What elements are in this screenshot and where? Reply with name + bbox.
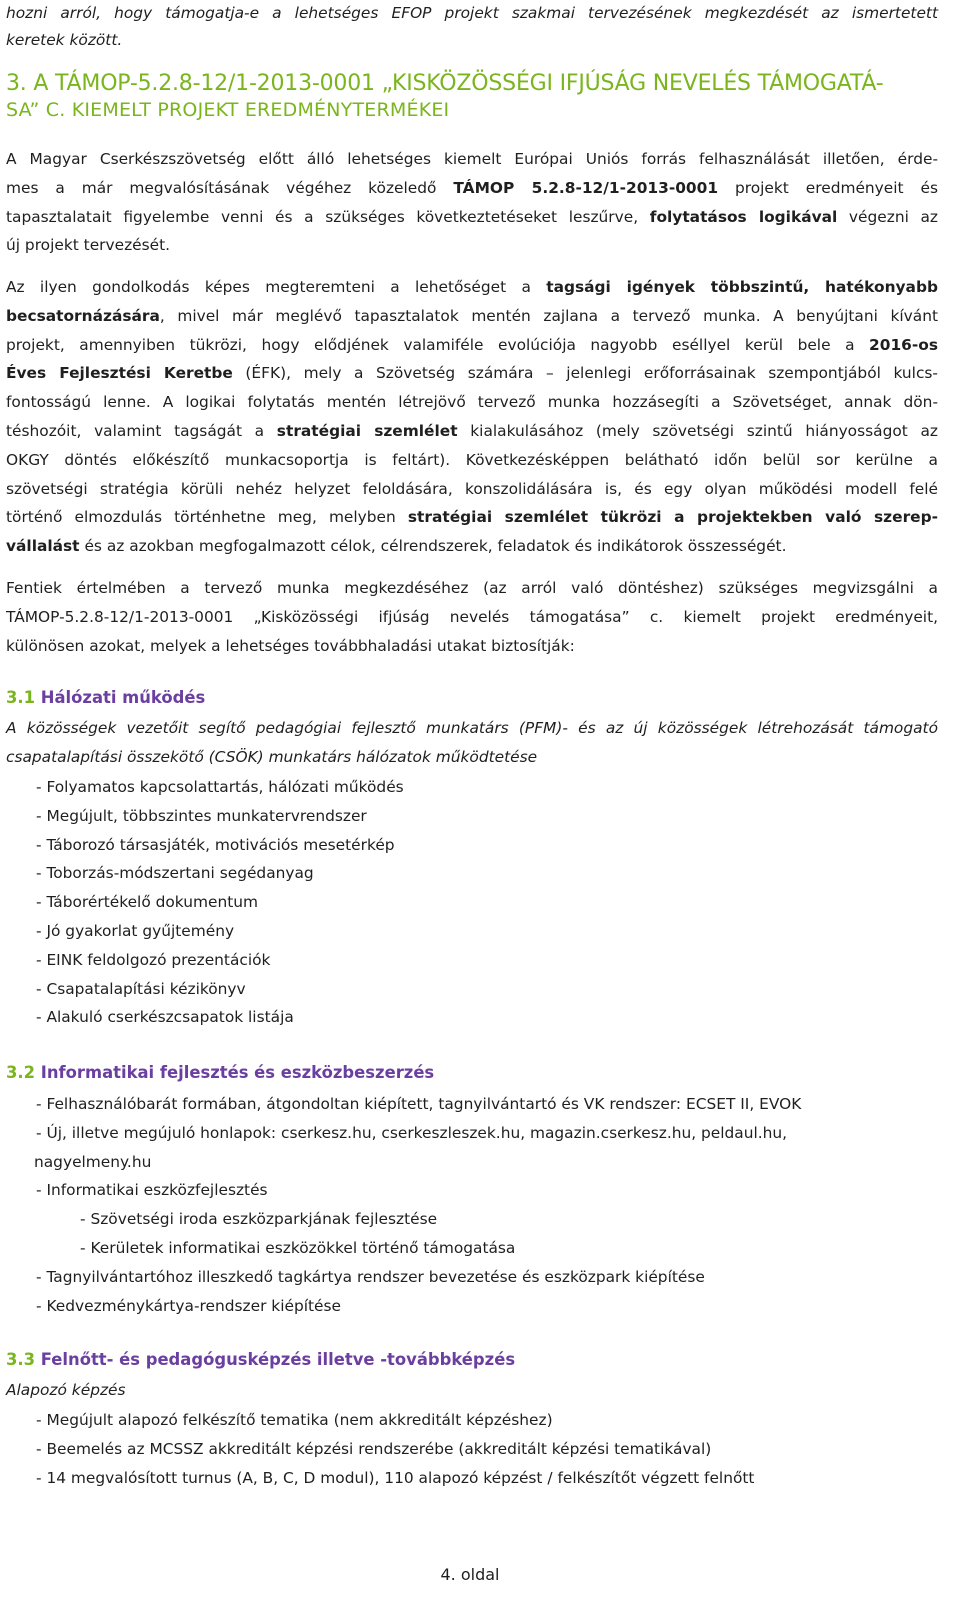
- section-heading: [6, 70, 938, 124]
- subsection-title-3-3: [6, 1350, 515, 1369]
- text-line: becsatornázására, mivel már meglévő tapasztalatok mentén zajlana a tervező munka. A benyújtani kívánt: [6, 306, 938, 325]
- intro-paragraph: [6, 0, 938, 54]
- text-line: téshozóit, valamint tagságát a stratégiai szemlélet kialakulásához (mely szövetségi szintű hiányosságot az: [6, 421, 938, 440]
- subsection-subtitle: [6, 714, 938, 772]
- list-item: - EINK feldolgozó prezentációk: [36, 950, 271, 969]
- list-item: - Megújult, többszintes munkatervrendszer: [36, 806, 367, 825]
- list-item: - Új, illetve megújuló honlapok: cserkesz.hu, cserkeszleszek.hu, magazin.cserkesz.hu, peldaul.hu,: [36, 1123, 788, 1142]
- subsection-number: 3.3: [6, 1350, 36, 1369]
- heading-line: 3. A TÁMOP-5.2.8-12/1-2013-0001 „KISKÖZÖSSÉGI IFJÚSÁG NEVELÉS TÁMOGATÁ-: [6, 71, 884, 96]
- paragraph-3: [6, 574, 938, 660]
- text-line: szövetségi stratégia körüli nehéz helyzet feloldására, konszolidálására is, és egy olyan működési modell felé: [6, 479, 938, 498]
- subtitle-line: A közösségek vezetőit segítő pedagógiai fejlesztő munkatárs (PFM)- és az új közösségek létrehozását támogató: [6, 719, 938, 737]
- paragraph-1: [6, 145, 938, 260]
- list-item: - Beemelés az MCSSZ akkreditált képzési rendszerébe (akkreditált képzési tematikával): [36, 1439, 712, 1458]
- text-line: fontosságú lenne. A logikai folytatás mentén létrejövő tervező munka hozzásegíti a Szövetséget, annak dön-: [6, 393, 938, 412]
- list-item: - Felhasználóbarát formában, átgondoltan kiépített, tagnyilvántartó és VK rendszer: ECSET II, EVOK: [36, 1095, 802, 1113]
- list-item: - Megújult alapozó felkészítő tematika (nem akkreditált képzéshez): [36, 1411, 553, 1429]
- list-item: - Tagnyilvántartóhoz illeszkedő tagkártya rendszer bevezetése és eszközpark kiépítése: [36, 1267, 705, 1286]
- text-line: Az ilyen gondolkodás képes megteremteni a lehetőséget a tagsági igények többszintű, hatékonyabb: [6, 278, 938, 296]
- text-line: különösen azokat, melyek a lehetséges továbbhaladási utakat biztosítják:: [6, 636, 575, 655]
- intro-line: hozni arról, hogy támogatja-e a lehetséges EFOP projekt szakmai tervezésének megkezdését az ismertetett: [6, 4, 938, 22]
- list-subitem: - Szövetségi iroda eszközparkjának fejlesztése: [80, 1210, 438, 1229]
- list-item: - Jó gyakorlat gyűjtemény: [36, 921, 235, 940]
- intro-line: keretek között.: [6, 31, 123, 49]
- subsection-title-3-1: [6, 688, 205, 707]
- subsection-subtitle: Alapozó képzés: [6, 1381, 126, 1399]
- page-number: 4. oldal: [440, 1565, 500, 1584]
- subtitle-line: csapatalapítási összekötő (CSÖK) munkatárs hálózatok működtetése: [6, 747, 538, 766]
- list-subitem: - Kerületek informatikai eszközökkel történő támogatása: [80, 1238, 516, 1257]
- heading-line: SA” C. KIEMELT PROJEKT EREDMÉNYTERMÉKEI: [6, 99, 450, 121]
- list-item: - Alakuló cserkészcsapatok listája: [36, 1008, 294, 1027]
- text-line: Éves Fejlesztési Keretbe (ÉFK), mely a Szövetség számára – jelenlegi erőforrásainak szempontjából kulcs-: [6, 364, 938, 383]
- list-item: - Táborozó társasjáték, motivációs mesetérkép: [36, 835, 395, 854]
- text-line: történő elmozdulás történhetne meg, melyben stratégiai szemlélet tükrözi a projektekben való szerep-: [6, 508, 938, 527]
- list-3-2: [36, 1090, 801, 1320]
- list-item: - Folyamatos kapcsolattartás, hálózati működés: [36, 778, 404, 796]
- list-3-3: [36, 1406, 754, 1492]
- text-line: Fentiek értelmében a tervező munka megkezdéséhez (az arról való döntéshez) szükséges megvizsgálni a: [6, 579, 938, 597]
- subsection-title-text: Hálózati működés: [35, 688, 206, 707]
- list-item: - Csapatalapítási kézikönyv: [36, 979, 246, 998]
- list-item: - Kedvezménykártya-rendszer kiépítése: [36, 1296, 341, 1315]
- text-line: tapasztalatait figyelembe venni és a szükséges következtetéseket leszűrve, folytatásos logikával végezni az: [6, 207, 939, 226]
- subsection-number: 3.2: [6, 1063, 36, 1082]
- list-item: - Toborzás-módszertani segédanyag: [36, 864, 314, 883]
- text-line: új projekt tervezését.: [6, 236, 171, 255]
- subsection-title-text: Felnőtt- és pedagógusképzés illetve -továbbképzés: [35, 1350, 516, 1369]
- text-line: vállalást és az azokban megfogalmazott célok, célrendszerek, feladatok és indikátorok összességét.: [6, 537, 787, 556]
- text-line: OKGY döntés előkészítő munkacsoportja is feltárt). Következésképpen belátható időn belül sor kerülne a: [6, 450, 938, 469]
- subsection-title-3-2: [6, 1063, 434, 1082]
- subsection-title-text: Informatikai fejlesztés és eszközbeszerzés: [35, 1063, 435, 1082]
- list-item: - Táborértékelő dokumentum: [36, 893, 258, 912]
- subsection-number: 3.1: [6, 688, 36, 707]
- list-item: - 14 megvalósított turnus (A, B, C, D modul), 110 alapozó képzést / felkészítőt végzett felnőtt: [36, 1468, 755, 1487]
- text-line: mes a már megvalósításának végéhez közeledő TÁMOP 5.2.8-12/1-2013-0001 projekt eredményeit és: [6, 178, 938, 197]
- list-item-continuation: nagyelmeny.hu: [34, 1152, 152, 1171]
- list-item: - Informatikai eszközfejlesztés: [36, 1181, 268, 1200]
- text-line: projekt, amennyiben tükrözi, hogy elődjének valamiféle evolúciója nagyobb eséllyel kerül bele a 2016-os: [6, 335, 938, 354]
- text-line: A Magyar Cserkészszövetség előtt álló lehetséges kiemelt Európai Uniós forrás felhasználását illetően, érde-: [6, 150, 938, 168]
- paragraph-2: [6, 273, 938, 561]
- text-line: TÁMOP-5.2.8-12/1-2013-0001 „Kisközösségi ifjúság nevelés támogatása” c. kiemelt projekt eredményeit,: [6, 607, 938, 626]
- list-3-1: [36, 773, 404, 1032]
